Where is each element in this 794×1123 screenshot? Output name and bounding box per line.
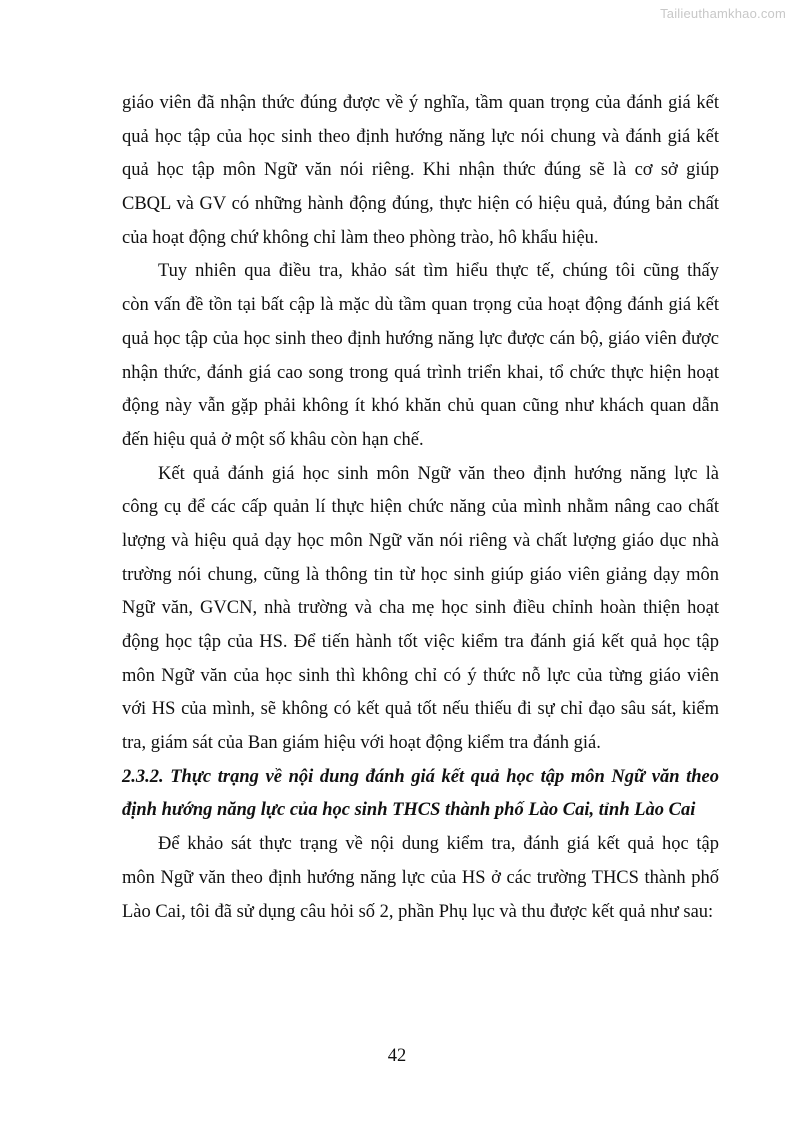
text-line: Lào Cai, tôi đã sử dụng câu hỏi số 2, phần Phụ lục và thu được kết quả như sau:	[122, 901, 714, 922]
text-line: tra, giám sát của Ban giám hiệu với hoạt động kiểm tra đánh giá.	[122, 733, 601, 754]
document-body	[122, 87, 719, 929]
paragraph-3	[122, 458, 719, 761]
page-number: 42	[387, 1046, 407, 1066]
text-line: công cụ để các cấp quản lí thực hiện chức năng của mình nhằm nâng cao chất	[122, 497, 719, 518]
text-line: Ngữ văn, GVCN, nhà trường và cha mẹ học sinh điều chỉnh hoàn thiện hoạt	[122, 598, 719, 619]
text-line: của hoạt động chứ không chỉ làm theo phòng trào, hô khẩu hiệu.	[122, 227, 599, 248]
text-line: trường nói chung, cũng là thông tin từ học sinh giúp giáo viên giảng dạy môn	[122, 564, 719, 585]
text-line: nhận thức, đánh giá cao song trong quá trình triển khai, tổ chức thực hiện hoạt	[122, 362, 719, 383]
text-line: lượng và hiệu quả dạy học môn Ngữ văn nói riêng và chất lượng giáo dục nhà	[122, 530, 719, 551]
watermark: Tailieuthamkhao.com	[660, 6, 786, 21]
text-line: CBQL và GV có những hành động đúng, thực hiện có hiệu quả, đúng bản chất	[122, 194, 719, 215]
paragraph-1	[122, 87, 719, 255]
paragraph-2	[122, 255, 719, 457]
heading-line: định hướng năng lực của học sinh THCS thành phố Lào Cai, tỉnh Lào Cai	[122, 800, 696, 821]
paragraph-4	[122, 828, 719, 929]
section-heading	[122, 761, 719, 828]
text-line: còn vấn đề tồn tại bất cập là mặc dù tầm quan trọng của hoạt động đánh giá kết	[122, 295, 719, 316]
text-line: Kết quả đánh giá học sinh môn Ngữ văn theo định hướng năng lực là	[158, 463, 719, 484]
text-line: quả học tập môn Ngữ văn nói riêng. Khi nhận thức đúng sẽ là cơ sở giúp	[122, 160, 719, 181]
text-line: Để khảo sát thực trạng về nội dung kiểm tra, đánh giá kết quả học tập	[158, 834, 719, 855]
text-line: quả học tập của học sinh theo định hướng năng lực nói chung và đánh giá kết	[122, 126, 719, 147]
text-line: môn Ngữ văn của học sinh thì không chỉ có ý thức nỗ lực của từng giáo viên	[122, 665, 719, 686]
text-line: đến hiệu quả ở một số khâu còn hạn chế.	[122, 429, 424, 450]
text-line: môn Ngữ văn theo định hướng năng lực của HS ở các trường THCS thành phố	[122, 867, 719, 888]
text-line: giáo viên đã nhận thức đúng được về ý nghĩa, tầm quan trọng của đánh giá kết	[122, 93, 719, 113]
text-line: quả học tập của học sinh theo định hướng năng lực được cán bộ, giáo viên được	[122, 328, 719, 349]
text-line: động này vẫn gặp phải không ít khó khăn chủ quan cũng như khách quan dẫn	[122, 396, 719, 417]
heading-line: 2.3.2. Thực trạng về nội dung đánh giá kết quả học tập môn Ngữ văn theo	[122, 766, 719, 787]
text-line: Tuy nhiên qua điều tra, khảo sát tìm hiểu thực tế, chúng tôi cũng thấy	[158, 261, 719, 282]
text-line: với HS của mình, sẽ không có kết quả tốt nếu thiếu đi sự chỉ đạo sâu sát, kiểm	[122, 699, 719, 720]
text-line: động học tập của HS. Để tiến hành tốt việc kiểm tra đánh giá kết quả học tập	[122, 632, 719, 652]
